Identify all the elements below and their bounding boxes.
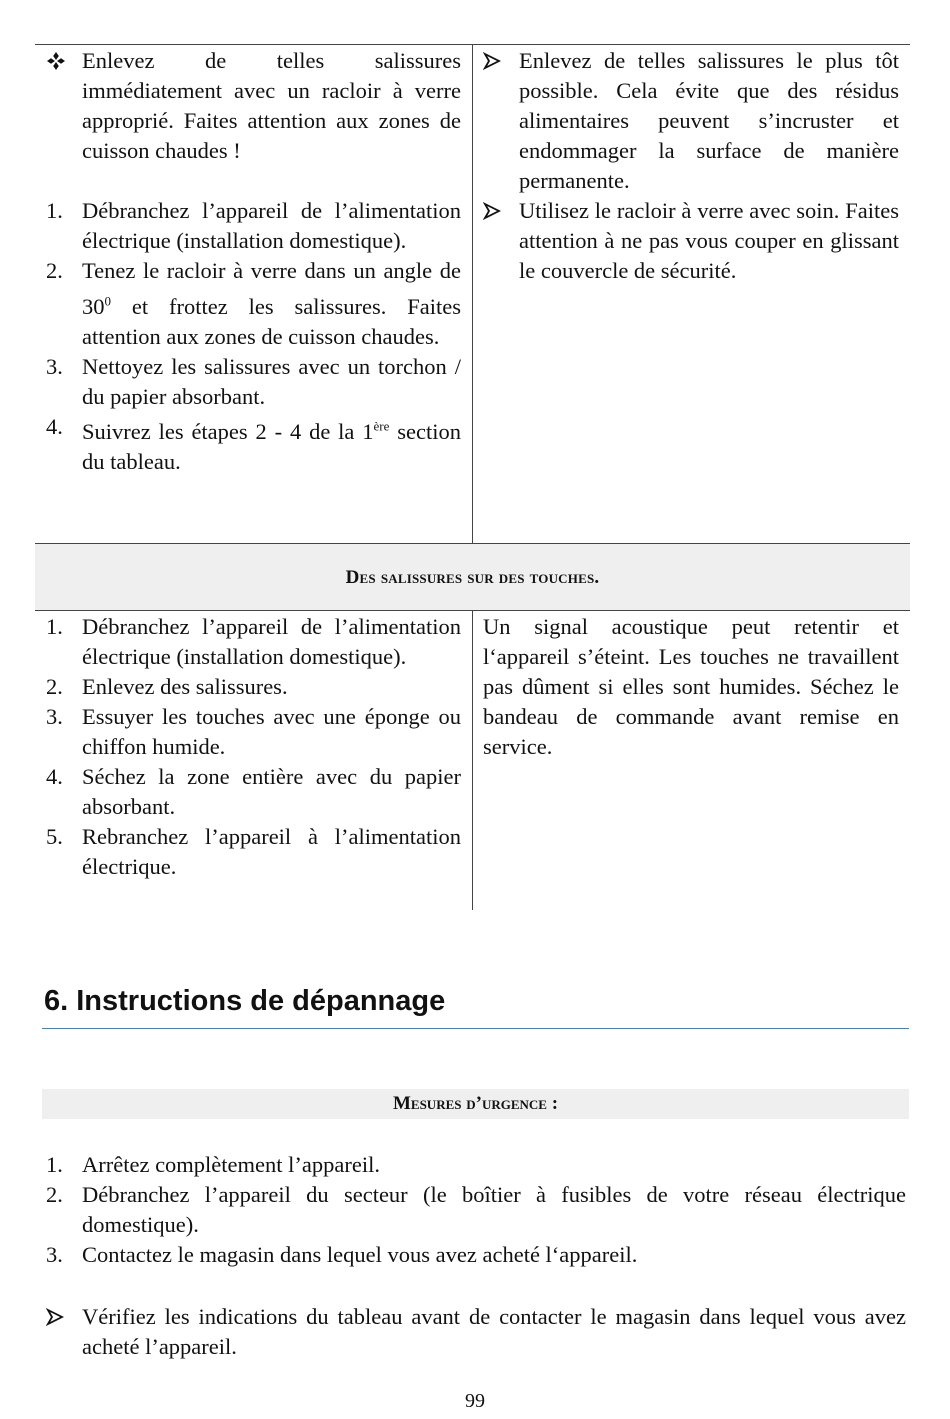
- list-item: [46, 1150, 906, 1180]
- list-item: [46, 196, 461, 256]
- table-column-divider: [472, 44, 473, 544]
- step-text: Enlevez des salissures.: [82, 674, 288, 699]
- list-item: [46, 256, 461, 352]
- step-number: 4.: [46, 764, 63, 789]
- list-item: [46, 1180, 906, 1240]
- arrow-bullet-icon: [46, 1302, 76, 1332]
- list-item: [46, 672, 461, 702]
- step-number: 1.: [46, 198, 63, 223]
- urgence-title: Mesures d’urgence :: [392, 1093, 559, 1114]
- step-number: 3.: [46, 1242, 63, 1267]
- step-text: Essuyer les touches avec une éponge ou chiffon humide.: [82, 704, 461, 759]
- step-number: 2.: [46, 1182, 63, 1207]
- step-text: Contactez le magasin dans lequel vous avez acheté l‘appareil.: [82, 1242, 638, 1267]
- step-text-part: et frottez les salissures. Faites attention aux zones de cuisson chaudes.: [82, 293, 461, 349]
- bullet-text: Utilisez le racloir à verre avec soin. Faites attention à ne pas vous couper en glissant le couvercle de sécurité.: [519, 198, 899, 283]
- urgence-list: [46, 1150, 906, 1362]
- step-number: 2.: [46, 258, 63, 283]
- table-column-divider: [472, 611, 473, 910]
- list-item: [483, 196, 899, 286]
- step-text: Débranchez l’appareil de l’alimentation électrique (installation domestique).: [82, 614, 461, 669]
- superscript: 0: [104, 293, 111, 308]
- step-text: [82, 258, 461, 349]
- superscript: ère: [373, 418, 390, 434]
- table-left-cell: [46, 46, 461, 477]
- list-item: [46, 762, 461, 822]
- step-text-part: Tenez le racloir à verre dans un angle de 30: [82, 258, 461, 319]
- list-item: [46, 1240, 906, 1270]
- arrow-bullet-icon: [483, 46, 513, 76]
- list-item: [46, 46, 461, 166]
- step-number: 1.: [46, 1152, 63, 1177]
- step-number: 5.: [46, 824, 63, 849]
- bullet-text: Enlevez de telles salissures immédiatement avec un racloir à verre approprié. Faites attention aux zones de cuisson chaudes !: [82, 48, 461, 163]
- section-title-band: [35, 543, 910, 611]
- step-text: Débranchez l’appareil du secteur (le boîtier à fusibles de votre réseau électrique domestique).: [82, 1182, 906, 1237]
- list-item: [46, 412, 461, 478]
- step-text: Rebranchez l’appareil à l’alimentation électrique.: [82, 824, 461, 879]
- step-text: Arrêtez complètement l’appareil.: [82, 1152, 380, 1177]
- table-left-cell: [46, 612, 461, 882]
- urgence-title-band: [42, 1089, 909, 1119]
- page-number: 99: [465, 1390, 485, 1412]
- step-number: 3.: [46, 704, 63, 729]
- step-number: 2.: [46, 674, 63, 699]
- list-item: [46, 822, 461, 882]
- cell-text: Un signal acoustique peut retentir et l‘appareil s’éteint. Les touches ne travaillent pas dûment si elles sont humides. Séchez le bandeau de commande avant remise en service.: [483, 614, 899, 759]
- note-text: Vérifiez les indications du tableau avant de contacter le magasin dans lequel vous avez acheté l’appareil.: [82, 1304, 906, 1359]
- step-text: Nettoyez les salissures avec un torchon / du papier absorbant.: [82, 353, 461, 409]
- bullet-text: Enlevez de telles salissures le plus tôt possible. Cela évite que des résidus alimentaires peuvent s’incruster et endommager la surface de manière permanente.: [519, 48, 899, 193]
- step-text-part: section du tableau.: [82, 419, 461, 474]
- section-title: Des salissures sur des touches.: [345, 567, 600, 588]
- step-number: 3.: [46, 353, 63, 379]
- section-heading: 6. Instructions de dépannage: [44, 985, 446, 1017]
- table-right-cell: [483, 46, 899, 286]
- step-text: [82, 419, 461, 474]
- list-item: [483, 46, 899, 196]
- diamond-bullet-icon: [46, 46, 76, 76]
- step-text: Séchez la zone entière avec du papier absorbant.: [82, 764, 461, 819]
- list-item: [46, 612, 461, 672]
- step-text-part: Suivrez les étapes 2 - 4 de la 1: [82, 419, 374, 444]
- list-item: [46, 702, 461, 762]
- list-item: [46, 352, 461, 412]
- step-number: 1.: [46, 614, 63, 639]
- step-number: 4.: [46, 413, 63, 439]
- heading-underline: [42, 1028, 909, 1029]
- table-right-cell: [483, 612, 899, 762]
- step-text: Débranchez l’appareil de l’alimentation électrique (installation domestique).: [82, 198, 461, 253]
- list-item: [46, 1302, 906, 1362]
- arrow-bullet-icon: [483, 196, 513, 226]
